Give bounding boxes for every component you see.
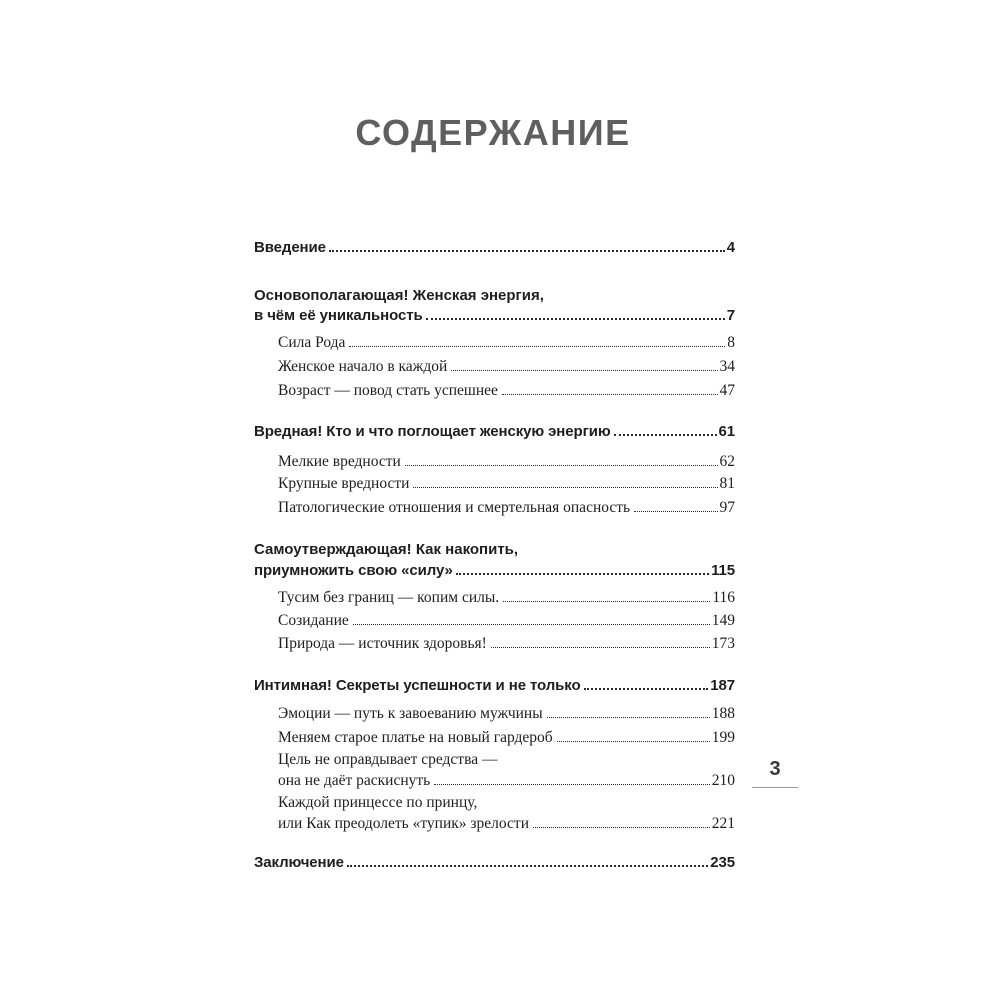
toc-entry-sozidanie[interactable] <box>278 611 735 631</box>
dot-leader <box>405 464 718 466</box>
toc-page-number: 47 <box>719 382 735 399</box>
dot-leader <box>349 345 725 347</box>
dot-leader <box>614 433 717 436</box>
toc-entry-title: Тусим без границ — копим силы. <box>278 589 500 606</box>
toc-entry-title: она не даёт раскиснуть <box>278 772 431 789</box>
dot-leader <box>426 317 725 320</box>
toc-page-number: 61 <box>718 423 735 440</box>
toc-entry-patologicheskie[interactable] <box>278 498 735 518</box>
toc-page-number: 235 <box>710 854 735 871</box>
toc-entry-sila-roda[interactable] <box>278 333 735 353</box>
dot-leader <box>329 249 725 252</box>
toc-entry-title: приумножить свою «силу» <box>254 562 453 579</box>
dot-leader <box>533 826 710 828</box>
toc-page-number: 221 <box>711 815 735 832</box>
dot-leader <box>502 393 718 395</box>
dot-leader <box>413 486 717 488</box>
toc-page-number: 188 <box>711 705 735 722</box>
dot-leader <box>557 740 710 742</box>
toc-entry-part1-line1: Основополагающая! Женская энергия, <box>254 287 544 304</box>
toc-page-number: 210 <box>711 772 735 789</box>
toc-entry-title: Вредная! Кто и что поглощает женскую энергию <box>254 423 611 440</box>
toc-page-number: 7 <box>726 307 735 324</box>
toc-page-number: 4 <box>726 239 735 256</box>
toc-entry-part1[interactable] <box>254 306 735 326</box>
dot-leader <box>503 600 710 602</box>
dot-leader <box>353 623 710 625</box>
dot-leader <box>456 572 709 575</box>
toc-entry-cel-line1: Цель не оправдывает средства — <box>278 751 498 768</box>
toc-page-number: 116 <box>712 589 735 606</box>
toc-page-number: 97 <box>719 499 735 516</box>
toc-entry-princesse[interactable] <box>278 814 735 834</box>
toc-page-number: 81 <box>719 475 735 492</box>
toc-entry-title: Мелкие вредности <box>278 453 401 470</box>
toc-entry-melkie[interactable] <box>278 452 735 472</box>
dot-leader <box>547 716 710 718</box>
dot-leader <box>634 510 717 512</box>
toc-page-number: 199 <box>711 729 735 746</box>
toc-entry-title: Меняем старое платье на новый гардероб <box>278 729 553 746</box>
toc-page-number: 8 <box>727 334 735 351</box>
toc-page-number: 187 <box>710 677 735 694</box>
toc-entry-tusim[interactable] <box>278 588 735 608</box>
toc-entry-title: Крупные вредности <box>278 475 410 492</box>
toc-page-number: 149 <box>711 612 735 629</box>
toc-page-number: 62 <box>719 453 735 470</box>
dot-leader <box>347 864 708 867</box>
toc-entry-vozrast[interactable] <box>278 381 735 401</box>
toc-entry-intro[interactable] <box>254 238 735 258</box>
dot-leader <box>451 369 717 371</box>
toc-entry-part2[interactable] <box>254 422 735 442</box>
toc-entry-zaklyuchenie[interactable] <box>254 853 735 873</box>
toc-entry-part3[interactable] <box>254 561 735 581</box>
toc-entry-menyaem[interactable] <box>278 728 735 748</box>
toc-entry-title: Созидание <box>278 612 349 629</box>
toc-entry-title: Сила Рода <box>278 334 346 351</box>
toc-page-number: 34 <box>719 358 735 375</box>
page-title: СОДЕРЖАНИЕ <box>355 112 631 153</box>
toc-entry-title: или Как преодолеть «тупик» зрелости <box>278 815 529 832</box>
toc-entry-priroda[interactable] <box>278 634 735 654</box>
toc-entry-title: Заключение <box>254 854 344 871</box>
toc-entry-title: Введение <box>254 239 326 256</box>
toc-entry-part3-line1: Самоутверждающая! Как накопить, <box>254 541 519 558</box>
toc-entry-title: Эмоции — путь к завоеванию мужчины <box>278 705 543 722</box>
toc-page-number: 115 <box>711 562 735 579</box>
toc-entry-title: Интимная! Секреты успешности и не только <box>254 677 581 694</box>
toc-entry-title: Природа — источник здоровья! <box>278 635 487 652</box>
table-of-contents <box>254 0 735 1000</box>
toc-entry-cel[interactable] <box>278 771 735 791</box>
page-number: 3 <box>752 758 798 788</box>
toc-entry-title: Женское начало в каждой <box>278 358 448 375</box>
toc-entry-title: в чём её уникальность <box>254 307 423 324</box>
dot-leader <box>491 646 710 648</box>
dot-leader <box>584 687 709 690</box>
toc-entry-zhenskoe-nachalo[interactable] <box>278 357 735 377</box>
toc-entry-title: Патологические отношения и смертельная опасность <box>278 499 631 516</box>
toc-entry-part4[interactable] <box>254 676 735 696</box>
toc-page-number: 173 <box>711 635 735 652</box>
toc-entry-krupnye[interactable] <box>278 474 735 494</box>
toc-entry-princesse-line1: Каждой принцессе по принцу, <box>278 794 478 811</box>
toc-entry-emocii[interactable] <box>278 704 735 724</box>
toc-entry-title: Возраст — повод стать успешнее <box>278 382 498 399</box>
dot-leader <box>434 783 710 785</box>
